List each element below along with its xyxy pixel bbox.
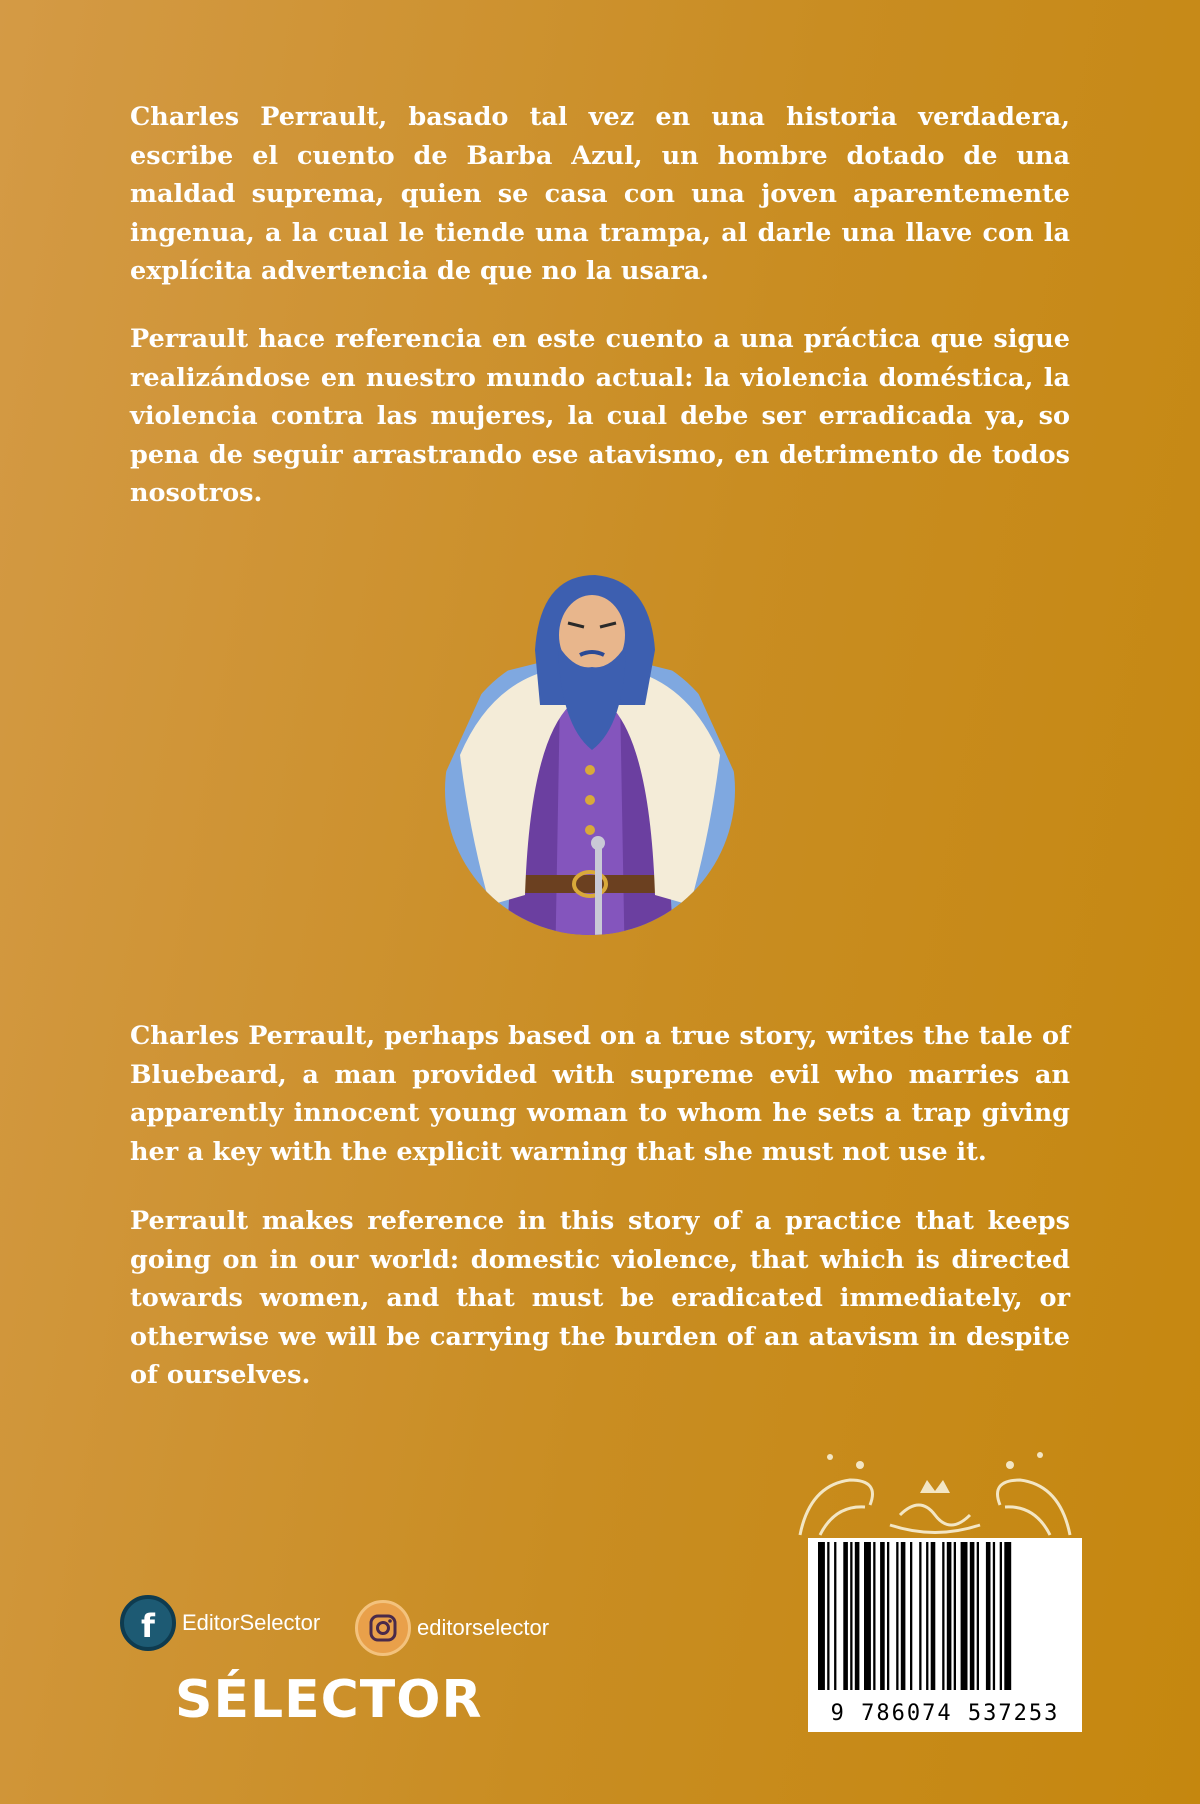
- barcode-bar: [880, 1542, 885, 1690]
- barcode-bar: [961, 1542, 968, 1690]
- barcode-bar: [926, 1542, 928, 1690]
- facebook-link[interactable]: [120, 1595, 320, 1651]
- barcode-bar: [896, 1542, 898, 1690]
- instagram-handle: editorselector: [417, 1615, 550, 1640]
- barcode-bar: [942, 1542, 944, 1690]
- barcode-bar: [834, 1542, 836, 1690]
- barcode-bar: [1000, 1542, 1002, 1690]
- isbn-number: 9 786074 537253: [830, 1701, 1060, 1726]
- barcode: [808, 1538, 1082, 1732]
- barcode-bar: [901, 1542, 906, 1690]
- barcode-bar: [947, 1542, 952, 1690]
- ornament-icon: [790, 1445, 1080, 1540]
- barcode-bar: [1004, 1542, 1011, 1690]
- barcode-bar: [970, 1542, 975, 1690]
- bluebeard-illustration: [420, 575, 760, 975]
- spanish-paragraph-1: Charles Perrault, basado tal vez en una historia verdadera, escribe el cuento de Barba Azul, un hombre dotado de una maldad suprema, quien se casa con una joven aparentemente ingenua, a la cual le tiende una trampa, al darle una llave con la explícita advertencia de que no la usara.: [130, 102, 1070, 286]
- barcode-bar: [919, 1542, 921, 1690]
- publisher-logo: SÉLECTOR: [175, 1670, 483, 1730]
- barcode-bar: [993, 1542, 995, 1690]
- barcode-bar: [954, 1542, 956, 1690]
- barcode-bar: [827, 1542, 829, 1690]
- facebook-icon: f: [120, 1595, 176, 1651]
- barcode-bar: [873, 1542, 875, 1690]
- barcode-bar: [986, 1542, 991, 1690]
- instagram-icon: [355, 1600, 411, 1656]
- barcode-bar: [887, 1542, 889, 1690]
- barcode-bar: [843, 1542, 848, 1690]
- barcode-bars: [816, 1542, 1074, 1690]
- barcode-bar: [864, 1542, 871, 1690]
- barcode-bar: [850, 1542, 852, 1690]
- barcode-bar: [977, 1542, 979, 1690]
- spanish-paragraph-2: Perrault hace referencia en este cuento a una práctica que sigue realizándose en nuestro mundo actual: la violencia doméstica, la violencia contra las mujeres, la cual debe ser erradicada ya, so pena de seguir arrastrando ese atavismo, en detrimento de todos nosotros.: [130, 324, 1070, 508]
- barcode-bar: [818, 1542, 825, 1690]
- english-paragraph-2: Perrault makes reference in this story of a practice that keeps going on in our world: domestic violence, that which is directed towards women, and that must be eradicated immediately, or otherwise we will be carrying the burden of an atavism in despite of ourselves.: [130, 1206, 1070, 1390]
- instagram-link[interactable]: [355, 1600, 549, 1656]
- barcode-bar: [931, 1542, 936, 1690]
- facebook-handle: EditorSelector: [182, 1610, 321, 1635]
- barcode-bar: [910, 1542, 912, 1690]
- barcode-bar: [855, 1542, 860, 1690]
- english-paragraph-1: Charles Perrault, perhaps based on a true story, writes the tale of Bluebeard, a man provided with supreme evil who marries an apparently innocent young woman to whom he sets a trap giving her a key with the explicit warning that she must not use it.: [130, 1021, 1070, 1167]
